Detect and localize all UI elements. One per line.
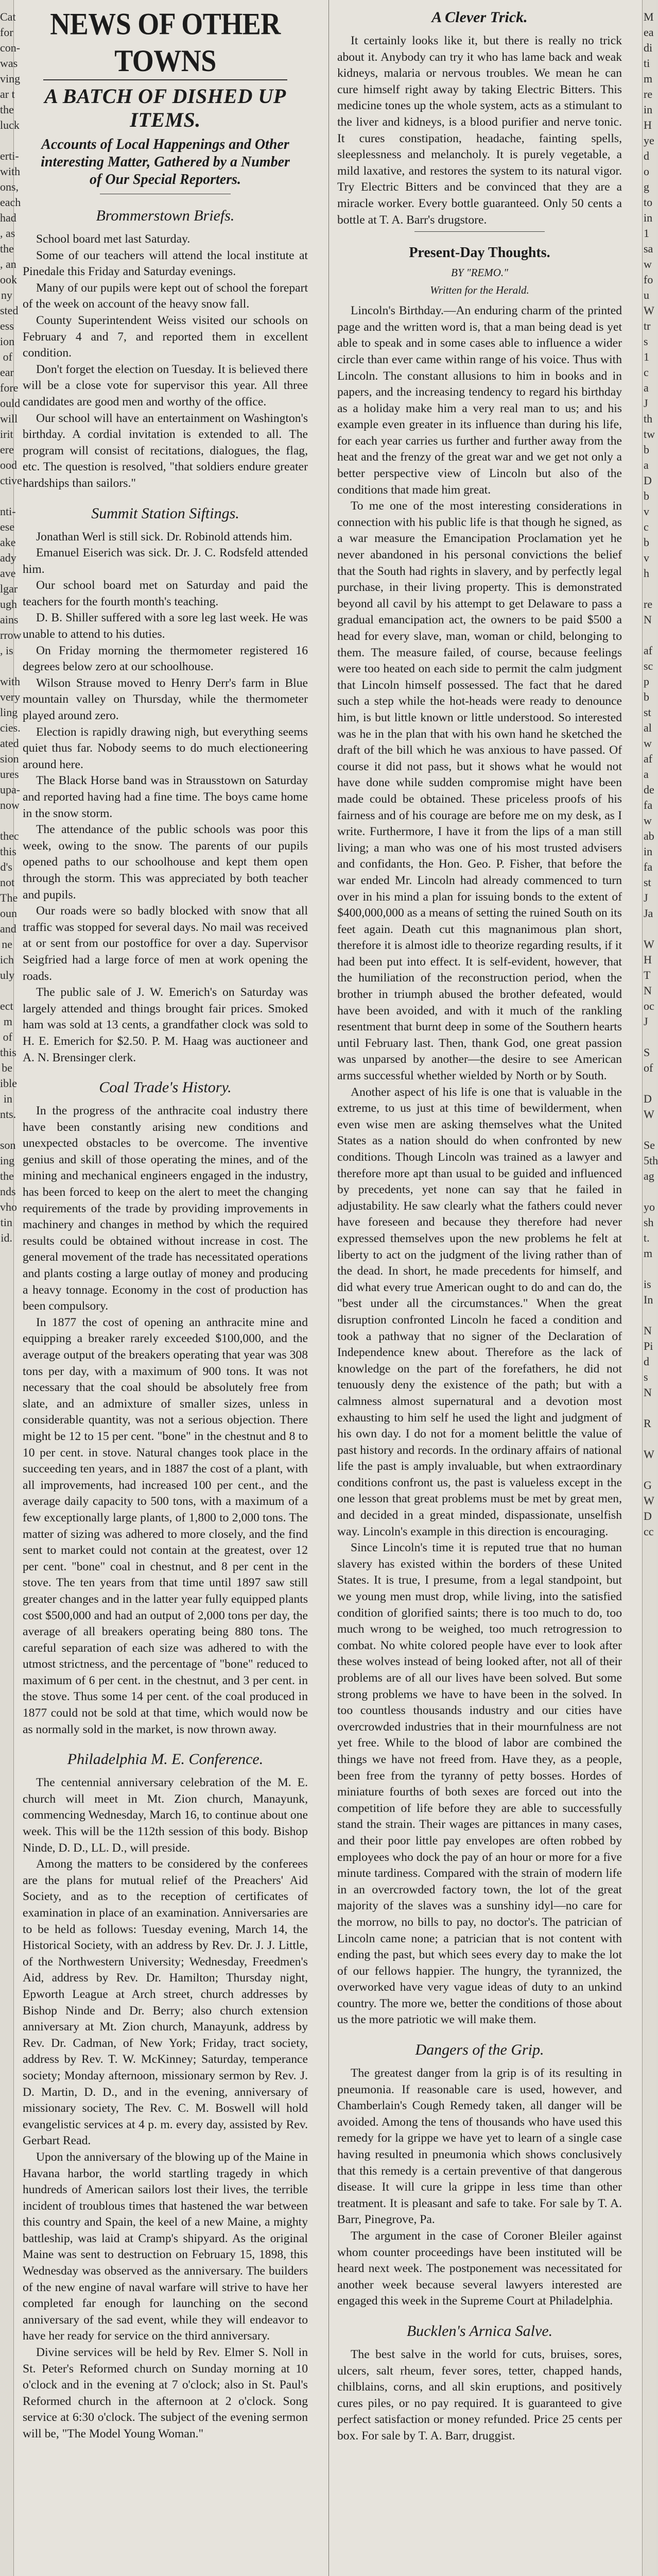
- edge-fragment: [644, 1308, 656, 1323]
- edge-fragment: , as: [0, 227, 15, 240]
- edge-fragment: nts.: [0, 1108, 16, 1121]
- paragraph: The attendance of the public schools was poor this week, owing to the snow. The parents of our pupils opened paths to our schoolhouse and kept them open through the storm. This was appreciated by both teacher and pupils.: [23, 823, 308, 902]
- paragraph: Emanuel Eiserich was sick. Dr. J. C. Rodsfeld attended him.: [23, 546, 308, 576]
- byline: BY "REMO.": [451, 266, 508, 279]
- edge-fragment: rrow: [0, 629, 22, 641]
- edge-fragment: sted: [0, 304, 19, 317]
- edge-fragment: not: [0, 876, 15, 889]
- paragraph: The Black Horse band was in Strausstown on Saturday and reported having had a fine time. The boys came home in the snow storm.: [23, 774, 308, 820]
- paragraph: School board met last Saturday.: [36, 232, 191, 246]
- edge-fragment: [0, 983, 12, 998]
- section-heading-arnica: Bucklen's Arnica Salve.: [406, 2322, 553, 2340]
- edge-fragment: ear: [0, 366, 14, 379]
- edge-fragment: ctive: [0, 474, 22, 487]
- edge-fragment: N: [644, 1386, 652, 1399]
- edge-fragment: p: [644, 675, 649, 688]
- edge-fragment: [644, 1431, 656, 1447]
- edge-fragment: b: [644, 690, 649, 703]
- edge-fragment: w: [644, 737, 652, 750]
- section-heading-summit: Summit Station Siftings.: [91, 504, 239, 522]
- edge-fragment: ny: [1, 289, 12, 301]
- edge-fragment: b: [644, 536, 649, 549]
- paragraph: Since Lincoln's time it is reputed true that no human slavery has existed within the borders of these United States. It is true, I presume, from a legal standpoint, but we young men must drop, while living, into the satisfied condition of glorified saints; there is too much to do, too much wrong to be weighed, too much retrogression to combat. No white colored people have ever to look after these wolves instead of being looked after, not all of their problems are of all our lives have been solved. But some strong problems we have to have been in the solved. In too countless thousands industry and our cities have overcrowded industries that in their mournfulness are not yet free. While to the blood of labor are combined the things we have not freed from. Have they, as a people, been free from the tyranny of petty bosses. Hordes of miniature fourths of both sexes are forced out into the competition of life before they are able to successfully stand the strain. Their wages are pittances in many cases, and their poor little pay envelopes are often robbed by employees who dock the pay of an hour or more for a five minute tardiness. Compared with the strain of modern life in an overcrowded factory town, the lot of the great majority of the slaves was a sunshiny idyl—no care for the morrow, no bills to pay, no doctor's. The patrician of Lincoln came none; a patrician that is not content with ending the past, but which sees every day to make the lot of our fellows happier. The hungry, the tyrannized, the overworked have very vague ideas of duty to an unkind country. The more we, better the conditions of those about us the more patriotic we will make them.: [337, 1541, 622, 2027]
- paragraph: It certainly looks like it, but there is really no trick about it. Anybody can try it who has lame back and weak kidneys, malaria or nervous troubles. We mean he can cure himself right away by taking Electric Bitters. This medicine tones up the whole system, acts as a stimulant to the liver and kidneys, is a blood purifier and nerve tonic. It cures constipation, headache, fainting spells, sleeplessness and melancholy. It is purely vegetable, a mild laxative, and restores the system to its natural vigor. Try Electric Bitters and be convinced that they are a miracle worker. Every bottle guaranteed. Only 50 cents a bottle at T. A. Barr's drugstore.: [337, 34, 622, 227]
- edge-fragment: Ja: [644, 907, 653, 920]
- edge-fragment: fa: [644, 860, 653, 873]
- edge-fragment: st: [644, 876, 651, 889]
- edge-fragment: m: [644, 72, 653, 85]
- edge-fragment: D: [644, 474, 652, 487]
- edge-fragment: t.: [644, 1231, 650, 1244]
- section-heading-grip: Dangers of the Grip.: [415, 2041, 544, 2059]
- edge-fragment: T: [644, 969, 651, 981]
- paragraph: Divine services will be held by Rev. Elmer S. Noll in St. Peter's Reformed church on Sunday morning at 10 o'clock and in the evening at 7 o'clock; also in St. Paul's Reformed church in the afternoon at 2 o'clock. Song service at 6:30 o'clock. The subject of the evening sermon will be, "The Model Young Woman.": [23, 2346, 308, 2441]
- edge-fragment: w: [644, 814, 652, 827]
- edge-fragment: W: [644, 938, 654, 951]
- edge-fragment: c: [644, 366, 649, 379]
- edge-fragment: tr: [644, 319, 651, 332]
- edge-fragment: con-: [0, 41, 21, 54]
- edge-fragment: cies.: [0, 721, 21, 734]
- edge-fragment: v: [644, 551, 649, 564]
- paragraph: On Friday morning the thermometer registered 16 degrees below zero at our schoolhouse.: [23, 643, 308, 674]
- adjacent-column-right-fragment: [642, 0, 656, 2576]
- edge-fragment: [0, 488, 12, 504]
- edge-fragment: s: [644, 335, 648, 348]
- edge-fragment: ag: [644, 1170, 654, 1182]
- edge-fragment: of: [3, 350, 12, 363]
- edge-fragment: was: [0, 57, 18, 70]
- edge-fragment: de: [644, 783, 654, 796]
- edge-fragment: in: [3, 1092, 12, 1105]
- edge-fragment: nds: [0, 1185, 16, 1198]
- paragraph: Another aspect of his life is one that is valuable in the extreme, to us just at this time of bewilderment, when even wise men are asking themselves what the United States as a nation should do when confronted by new conditions. Though Lincoln was trained as a lawyer and therefore more apt than usual to be guided and influenced by precedents, yet none can say that he failed in adjustability. He saw clearly what the fathers could never have foreseen and because they therefore had never expressed themselves upon the new problems he felt at liberty to act on the judgment of the living rather than of the dead. In short, he made precedents for himself, and did what every true American ought to do and can do, the "best under all the circumstances." When the great disruption confronted Lincoln he faced a condition and took a pathway that no signer of the Declaration of Independence knew about. Therefore as the lack of knowledge on the part of the forefathers, he did not tenuously deny the existence of the path; but with a calmness almost supernatural and a devotion most exhausting to him self he used the light and judgment of his own day. I do not for a moment belittle the value of past history and records. In the ordinary affairs of national life the past is amply invaluable, but when extraordinary conditions confront us, the past is valueless except in the one lesson that great problems must be met by great men, and decided in a great minded, dispassionate, unselfish way. Lincoln's example in this direction is encouraging.: [337, 1085, 622, 1538]
- edge-fragment: to: [644, 196, 653, 209]
- edge-fragment: a: [644, 459, 649, 471]
- edge-fragment: Cat: [0, 10, 16, 23]
- edge-fragment: 1: [644, 350, 649, 363]
- edge-fragment: In: [644, 1293, 653, 1306]
- edge-fragment: ese: [0, 520, 15, 533]
- edge-fragment: vho: [0, 1200, 17, 1213]
- edge-fragment: ere: [0, 443, 14, 456]
- edge-fragment: J: [644, 1015, 648, 1028]
- edge-fragment: [644, 1184, 656, 1199]
- paragraph: Wilson Strause moved to Henry Derr's farm in Blue mountain valley on Thursday, while the thermometer played around zero.: [23, 676, 308, 723]
- edge-fragment: H: [644, 953, 652, 966]
- divider-rule: [414, 231, 545, 232]
- edge-fragment: and: [0, 922, 16, 935]
- right-edge-fragments: [643, 0, 656, 1539]
- masthead: NEWS OF OTHER TOWNS: [50, 6, 281, 78]
- edge-fragment: m: [644, 1247, 653, 1260]
- edge-fragment: a: [644, 768, 649, 781]
- edge-fragment: [0, 658, 12, 674]
- edge-fragment: ible: [0, 1077, 17, 1090]
- edge-fragment: W: [644, 1494, 654, 1507]
- edge-fragment: be: [2, 1061, 12, 1074]
- edge-fragment: ye: [644, 134, 654, 147]
- edge-fragment: [644, 581, 656, 597]
- written-for: Written for the Herald.: [430, 284, 529, 297]
- edge-fragment: h: [644, 567, 649, 580]
- edge-fragment: [0, 133, 12, 148]
- paragraph: Our school board met on Saturday and paid the teachers for the fourth month's teaching.: [23, 579, 308, 608]
- edge-fragment: ling: [0, 706, 18, 719]
- edge-fragment: irit: [0, 428, 13, 440]
- edge-fragment: [644, 628, 656, 643]
- edge-fragment: [644, 921, 656, 937]
- edge-fragment: sc: [644, 659, 653, 672]
- edge-fragment: of: [3, 1030, 12, 1043]
- edge-fragment: in: [644, 211, 653, 224]
- edge-fragment: ady: [0, 551, 16, 564]
- edge-fragment: N: [644, 984, 652, 997]
- edge-fragment: of: [644, 1061, 653, 1074]
- edge-fragment: ave: [0, 567, 16, 580]
- edge-fragment: af: [644, 752, 653, 765]
- edge-fragment: the: [0, 103, 14, 116]
- subheadline: A BATCH OF DISHED UP ITEMS.: [44, 84, 286, 131]
- edge-fragment: G: [644, 1479, 652, 1492]
- paragraph: To me one of the most interesting considerations in connection with his public life is that though he signed, as a war measure the Emancipation Proclamation yet he never abandoned in his personal convictions the belief that the South had rights in slavery, and by perfectly legal purchase, in their living property. This is demonstrated beyond all cavil by his attempt to get Delaware to pass a gradual emancipation act, the owners to be paid $500 a head for every slave, man, woman or child, belonging to them. The measure failed, of course, because feelings were too heated on each side to permit the calm judgment that Lincoln himself possessed. The fact that he dared such a step while the hot-heads were ready to denounce him, is but little known or little understood. So interested was he in the plan that with his own hand he sketched the draft of the bill which he was anxious to have passed. Of course it did not pass, but it shows what he would not have done while sudden compromise might have been made could be obtained. These priceless proofs of his fairness and of his courage are before me on my desk, as I write. Furthermore, I have it from the lips of a man still living; a man who was one of his most trusted advisers and confidants, the Hon. Geo. P. Fisher, that before the war ended Mr. Lincoln had already commenced to turn over in his mind a plan for issuing bonds to the extent of $400,000,000 as a means of setting the ruined South on its feet again. Death cut this magnanimous plan short, therefore it is almost idle to theorize regarding results, if it had been put into effect. It is self-evident, however, that the humiliation of the reconstruction period, when the brother in triumph abused the brother defeated, would have been avoided, and with it much of the rankling resentment that burnt deep in some of the Southern hearts until February last. Then, thank God, one great passion was unparsed by another—the desire to see American arms successful whether wielded by North or by South.: [337, 499, 622, 1083]
- edge-fragment: son: [0, 1139, 16, 1151]
- edge-fragment: the: [0, 1170, 14, 1182]
- thoughts-body: [337, 303, 622, 2028]
- adjacent-column-left-fragment: [0, 0, 22, 2576]
- edge-fragment: ne: [2, 938, 12, 951]
- edge-fragment: fore: [0, 381, 19, 394]
- masthead-rule: [43, 79, 287, 80]
- edge-fragment: in: [644, 103, 653, 116]
- left-edge-fragments: [0, 0, 22, 1246]
- edge-fragment: re: [644, 88, 653, 100]
- edge-fragment: [0, 1122, 12, 1138]
- edge-fragment: in: [644, 845, 653, 858]
- edge-fragment: D: [644, 1092, 652, 1105]
- edge-fragment: m: [3, 1015, 12, 1028]
- paragraph: County Superintendent Weiss visited our schools on February 4 and 7, and reported them in excellent condition.: [23, 313, 308, 360]
- paragraph: The greatest danger from la grip is of its resulting in pneumonia. If reasonable care is used, however, and Chamberlain's Cough Remedy taken, all danger will be avoided. Among the tens of thousands who have used this remedy for la grippe we have yet to learn of a single case having resulted in pneumonia which shows conclusively that this remedy is a certain preventive of that dangerous disease. It will cure la grippe in less time than other treatment. It is pleasant and safe to take. For sale by T. A. Barr, Pinegrove, Pa.: [337, 2066, 622, 2227]
- paragraph: The argument in the case of Coroner Bleiler against whom counter proceedings have been instituted will be heard next week. The postponement was necessitated for another week because several lawyers interested are engaged this week in the Supreme Court at Philadelphia.: [337, 2229, 622, 2308]
- edge-fragment: H: [644, 118, 652, 131]
- edge-fragment: J: [644, 891, 648, 904]
- edge-fragment: sion: [0, 752, 19, 765]
- edge-fragment: now: [0, 799, 20, 811]
- paragraph: Don't forget the election on Tuesday. It is believed there will be a close vote for supervisor this year. All three candidates are good men and worthy of the office.: [23, 362, 308, 409]
- edge-fragment: 1: [644, 227, 649, 240]
- paragraph: In the progress of the anthracite coal industry there have been constantly arising new conditions and unexpected obstacles to be overcome. The inventive genius and skill of those operating the mines, and of the mining and mechanical engineers engaged in the industry, has been forced to keep on the alert to meet the changing requirements of the trade by providing improvements in machinery and changes in method by which the required results could be obtained without increase in cost. The general movement of the trade has necessitated operations and plants costing a large outlay of money and producing a heavy tonnage. Economy in the cost of production has been compulsory.: [23, 1104, 308, 1313]
- edge-fragment: w: [644, 258, 652, 270]
- paragraph: Many of our pupils were kept out of school the forepart of the week on account of the heavy snow fall.: [23, 281, 308, 311]
- edge-fragment: d: [644, 149, 649, 162]
- arnica-body: [337, 2347, 622, 2445]
- edge-fragment: oun: [0, 907, 17, 920]
- edge-fragment: ugh: [0, 598, 17, 611]
- edge-fragment: o: [644, 165, 649, 178]
- methodist-body: [23, 1775, 308, 2442]
- edge-fragment: fa: [644, 799, 653, 811]
- right-column: [328, 0, 630, 2576]
- edge-fragment: st: [644, 706, 651, 719]
- edge-fragment: af: [644, 644, 653, 657]
- edge-fragment: ood: [0, 459, 17, 471]
- edge-fragment: D: [644, 1510, 652, 1522]
- edge-fragment: [644, 1122, 656, 1138]
- edge-fragment: ook: [0, 273, 17, 286]
- paragraph: In 1877 the cost of opening an anthracite mine and equipping a breaker rarely exceeded $100,000, and the average output of the breakers operating that year was 308 tons per day, with a maximum of 900 tons. It was not necessary that the coal should be absolutely free from slate, and an admixture of smaller sizes, unless in considerable quantity, was not a serious objection. There might be 12 to 15 per cent. "bone" in the chestnut and 8 to 10 per cent. in stove. Natural changes took place in the succeeding ten years, and in 1887 the cost of a plant, with all improvements, had increased 100 per cent., and the average daily capacity to 500 tons, with a maximum of a few exceptionally large plants, of 1,800 to 2,000 tons. The matter of sizing was adhered to more closely, and the find sent to market could not contain at the greatest, over 12 per cent. "bone" coal in chestnut, and 8 per cent in the stove. The ten years from that time until 1897 saw still greater changes and in the latter year fully equipped plants cost $500,000 and had an output of 2,000 tons per day, the average of all breakers operating being 880 tons. The careful separation of each size was adhered to with the utmost strictness, and the percentage of "bone" reduced to maximum of 6 per cent. in the chestnut, and 3 per cent. in the stove. Thus some 14 per cent. of the coal produced in 1877 could not be sold at that time, which would now be as normally sold in the market, is now thrown away.: [23, 1315, 308, 1736]
- edge-fragment: ess: [0, 319, 14, 332]
- paragraph: Upon the anniversary of the blowing up of the Maine in Havana harbor, the world startling tragedy in which hundreds of American sailors lost their lives, the terrible incident of troublous times that hastened the war between this country and Spain, the keel of a new Maine, a mighty battleship, was laid at Cramp's shipyard. As the original Maine was sent to destruction on February 15, 1898, this Wednesday was observed as the anniversary. The builders of the new engine of naval warfare will strive to have her completed far enough for launching on the second anniversary of the sad event, while they will endeavor to have her ready for service on the third anniversary.: [23, 2150, 308, 2343]
- edge-fragment: [644, 1029, 656, 1045]
- edge-fragment: tin: [0, 1216, 12, 1229]
- edge-fragment: u: [644, 289, 649, 301]
- edge-fragment: N: [644, 613, 652, 626]
- edge-fragment: M: [644, 10, 654, 23]
- edge-fragment: W: [644, 304, 654, 317]
- edge-fragment: luck: [0, 118, 20, 131]
- edge-fragment: ich: [0, 953, 14, 966]
- edge-fragment: yo: [644, 1200, 655, 1213]
- edge-fragment: The: [0, 891, 18, 904]
- edge-fragment: [0, 813, 12, 828]
- edge-fragment: sa: [644, 242, 653, 255]
- edge-fragment: ving: [0, 72, 21, 85]
- edge-fragment: ons,: [0, 180, 19, 193]
- edge-fragment: will: [0, 412, 18, 425]
- edge-fragment: ures: [0, 768, 19, 781]
- edge-fragment: b: [644, 443, 649, 456]
- edge-fragment: [644, 1076, 656, 1091]
- edge-fragment: id.: [1, 1231, 12, 1244]
- edge-fragment: ould: [0, 397, 21, 410]
- edge-fragment: ea: [644, 26, 654, 39]
- edge-fragment: ti: [644, 57, 650, 70]
- edge-fragment: with: [0, 165, 21, 178]
- edge-fragment: [644, 1400, 656, 1416]
- paragraph: Some of our teachers will attend the local institute at Pinedale this Friday and Saturday evenings.: [23, 248, 308, 279]
- edge-fragment: this: [0, 845, 16, 858]
- paragraph: Among the matters to be considered by the conferees are the plans for mutual relief of the Preachers' Aid Society, and as to the reception of certificates of examination in place of an examination. Anniversaries are to be held as follows: Tuesday evening, March 14, the Historical Society, with an address by Rev. Dr. J. J. Little, of the Northwestern University; Wednesday, Freedmen's Aid, address by Rev. Dr. Hamilton; Thursday night, Epworth League at Arch street, church addresses by Bishop Ninde and Dr. Berry; also church extension anniversary at Mt. Zion church, Manayunk, address by Rev. Dr. Cadman, of New York; Friday, tract society, address by Rev. T. W. McKinney; Saturday, temperance society; Monday afternoon, missionary sermon by Rev. J. D. Martin, D. D., and in the evening, anniversary of missionary society, The Rev. C. M. Boswell will hold evangelistic services at 4 p. m. every day, assisted by Rev. Gerbart Read.: [23, 1857, 308, 2148]
- edge-fragment: uly: [0, 969, 15, 981]
- edge-fragment: for: [0, 26, 13, 39]
- edge-fragment: , an: [0, 258, 16, 270]
- edge-fragment: ar t: [0, 88, 15, 100]
- edge-fragment: with: [0, 675, 21, 688]
- edge-fragment: Se: [644, 1139, 655, 1151]
- edge-fragment: ake: [0, 536, 16, 549]
- edge-fragment: [644, 1261, 656, 1277]
- edge-fragment: nti-: [0, 505, 16, 518]
- section-heading-coal: Coal Trade's History.: [99, 1079, 232, 1096]
- edge-fragment: thec: [0, 829, 19, 842]
- edge-fragment: d: [644, 1355, 649, 1368]
- paragraph: The public sale of J. W. Emerich's on Saturday was largely attended and things brought fair prices. Smoked ham was sold at 13 cents, a grandfather clock was sold to H. E. Emerich for $2.50. P. M. Haag was auctioneer and A. N. Brensinger clerk.: [23, 986, 308, 1064]
- edge-fragment: di: [644, 41, 653, 54]
- edge-fragment: , is: [0, 644, 13, 657]
- edge-fragment: lgar: [0, 582, 18, 595]
- paragraph: Election is rapidly drawing nigh, but everything seems quiet thus far. Nobody seems to do much electioneering around here.: [23, 725, 308, 771]
- edge-fragment: 5th: [644, 1154, 658, 1167]
- edge-fragment: fo: [644, 273, 653, 286]
- edge-fragment: ing: [0, 1154, 15, 1167]
- edge-fragment: erti-: [0, 149, 19, 162]
- grip-body: [337, 2065, 622, 2310]
- edge-fragment: ect: [0, 999, 13, 1012]
- brommerstown-body: [23, 231, 308, 492]
- edge-fragment: N: [644, 1324, 652, 1337]
- edge-fragment: each: [0, 196, 21, 209]
- edge-fragment: c: [644, 520, 649, 533]
- paragraph: Our roads were so badly blocked with snow that all traffic was stopped for several days. No mail was received at or sent from our postoffice for over a day. Supervisor Seigfried had a large force of men at work opening the roads.: [23, 904, 308, 983]
- section-heading-trick: A Clever Trick.: [431, 9, 528, 26]
- summit-body: [23, 529, 308, 1066]
- edge-fragment: is: [644, 1278, 651, 1291]
- edge-fragment: g: [644, 180, 649, 193]
- left-column: [14, 0, 316, 2576]
- edge-fragment: Pi: [644, 1340, 653, 1352]
- paragraph: D. B. Shiller suffered with a sore leg last week. He was unable to attend to his duties.: [23, 611, 308, 641]
- edge-fragment: d's: [0, 860, 12, 873]
- edge-fragment: J: [644, 397, 648, 410]
- paragraph: Jonathan Werl is still sick. Dr. Robinold attends him.: [36, 530, 292, 544]
- edge-fragment: this: [0, 1046, 16, 1059]
- edge-fragment: v: [644, 505, 649, 518]
- paragraph: The centennial anniversary celebration of the M. E. church will meet in Mt. Zion church, Manayunk, commencing Wednesday, March 16, to continue about one week. This will be the 112th session of this body. Bishop Ninde, D. D., LL. D., will preside.: [23, 1776, 308, 1855]
- edge-fragment: ated: [0, 737, 19, 750]
- edge-fragment: had: [0, 211, 16, 224]
- edge-fragment: ion: [0, 335, 15, 348]
- edge-fragment: W: [644, 1448, 654, 1461]
- edge-fragment: al: [644, 721, 652, 734]
- edge-fragment: ains: [0, 613, 19, 626]
- edge-fragment: R: [644, 1417, 651, 1430]
- paragraph: Lincoln's Birthday.—An enduring charm of the printed page and the written word is, that a man being dead is yet able to speak and in some cases able to influence a wider circle than ever came within range of his voice. Thus with Lincoln. The constant allusions to him in books and in papers, and the increasing tendency to regard his birthday as a holiday make him a very real man to us; and his example even greater in its influence than during his life, for each year carries us further and further away from the heat and the frenzy of the great war and we get not only a better perspective view of Lincoln but also of the conditions that made him great.: [337, 304, 622, 497]
- edge-fragment: the: [0, 242, 14, 255]
- edge-fragment: th: [644, 412, 653, 425]
- section-heading-thoughts: Present-Day Thoughts.: [409, 245, 550, 261]
- paragraph: Our school will have an entertainment on Washington's birthday. A cordial invitation is extended to all. The program will consist of recitations, dialogues, the flag, etc. The question is resolved, "that soldiers endure greater hardships than sailors.": [23, 411, 308, 490]
- edge-fragment: s: [644, 1370, 648, 1383]
- edge-fragment: upa-: [0, 783, 21, 796]
- edge-fragment: tw: [644, 428, 655, 440]
- edge-fragment: very: [0, 690, 21, 703]
- edge-fragment: W: [644, 1108, 654, 1121]
- edge-fragment: oc: [644, 999, 654, 1012]
- edge-fragment: ab: [644, 829, 654, 842]
- headline-deck: Accounts of Local Happenings and Other interesting Matter, Gathered by a Number of Our Special Reporters.: [41, 137, 290, 188]
- edge-fragment: a: [644, 381, 649, 394]
- edge-fragment: sh: [644, 1216, 654, 1229]
- edge-fragment: S: [644, 1046, 650, 1059]
- edge-fragment: b: [644, 489, 649, 502]
- section-heading-methodist: Philadelphia M. E. Conference.: [67, 1751, 264, 1768]
- coal-body: [23, 1103, 308, 1738]
- trick-body: [337, 33, 622, 228]
- edge-fragment: [644, 1462, 656, 1478]
- paragraph: The best salve in the world for cuts, bruises, sores, ulcers, salt rheum, fever sores, tetter, chapped hands, chilblains, corns, and all skin eruptions, and positively cures piles, or no pay required. It is guaranteed to give perfect satisfaction or money refunded. Price 25 cents per box. For sale by T. A. Barr, druggist.: [337, 2347, 622, 2443]
- section-heading-brommerstown: Brommerstown Briefs.: [96, 207, 235, 224]
- edge-fragment: re: [644, 598, 653, 611]
- edge-fragment: cc: [644, 1525, 654, 1538]
